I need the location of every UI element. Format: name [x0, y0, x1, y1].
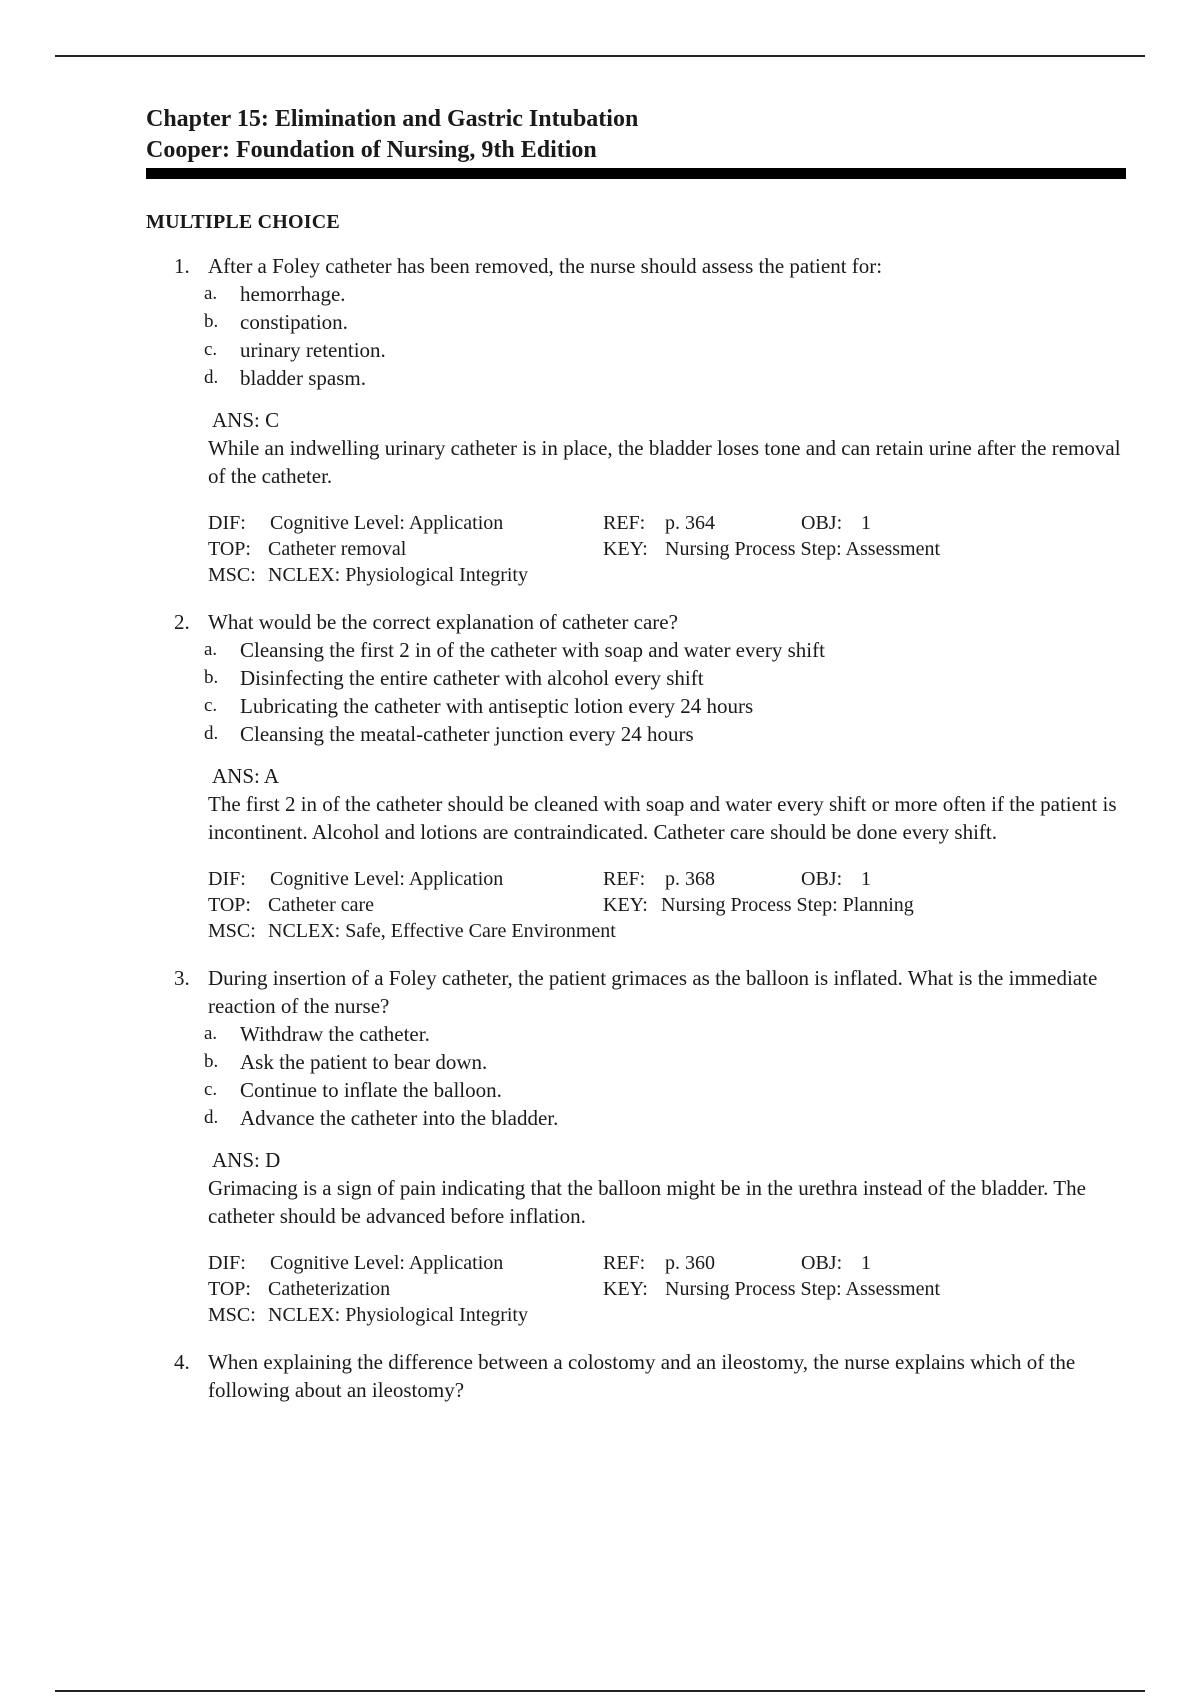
- option-text: Cleansing the first 2 in of the catheter with soap and water every shift: [240, 638, 825, 662]
- answer-key: ANS: A: [212, 764, 280, 788]
- option-letter: b.: [204, 1051, 219, 1072]
- msc-label: MSC:: [208, 564, 256, 586]
- top-value: Catheter removal: [268, 538, 407, 560]
- answer-block: [146, 406, 1126, 490]
- meta-top: [208, 1276, 390, 1302]
- dif-label: DIF:: [208, 512, 246, 534]
- top-value: Catheter care: [268, 894, 375, 916]
- option-text: constipation.: [240, 310, 348, 334]
- meta-key: [603, 892, 914, 918]
- answer-key: ANS: C: [212, 408, 280, 432]
- question-metadata: [146, 866, 1126, 944]
- meta-key: [603, 1276, 940, 1302]
- option-letter: d.: [204, 367, 219, 388]
- dif-label: DIF:: [208, 868, 246, 890]
- rationale-text: While an indwelling urinary catheter is in place, the bladder loses tone and can retain urine after the removal of the catheter.: [208, 436, 1121, 488]
- dif-value: Cognitive Level: Application: [270, 1252, 504, 1274]
- question-number: 4.: [174, 1350, 190, 1374]
- question-3: [146, 964, 1126, 1328]
- meta-row-3: [208, 1302, 1126, 1328]
- option-b: [146, 664, 1126, 692]
- question-metadata: [146, 510, 1126, 588]
- meta-top: [208, 536, 406, 562]
- question-text: What would be the correct explanation of catheter care?: [208, 610, 678, 634]
- option-letter: d.: [204, 723, 219, 744]
- answer-block: [146, 762, 1126, 846]
- option-b: [146, 308, 1126, 336]
- question-number: 1.: [174, 254, 190, 278]
- option-letter: a.: [204, 283, 218, 304]
- ref-value: p. 364: [665, 512, 715, 534]
- meta-row-1: [208, 1250, 1126, 1276]
- top-value: Catheterization: [268, 1278, 391, 1300]
- meta-row-3: [208, 562, 1126, 588]
- option-letter: a.: [204, 1023, 218, 1044]
- meta-top: [208, 892, 374, 918]
- meta-ref: [603, 510, 715, 536]
- meta-row-1: [208, 510, 1126, 536]
- option-b: [146, 1048, 1126, 1076]
- question-metadata: [146, 1250, 1126, 1328]
- top-label: TOP:: [208, 894, 251, 916]
- key-value: Nursing Process Step: Assessment: [665, 1278, 940, 1300]
- rationale-text: Grimacing is a sign of pain indicating that the balloon might be in the urethra instead of the bladder. The catheter should be advanced before inflation.: [208, 1176, 1086, 1228]
- dif-value: Cognitive Level: Application: [270, 868, 504, 890]
- section-heading: MULTIPLE CHOICE: [146, 211, 340, 233]
- msc-value: NCLEX: Safe, Effective Care Environment: [268, 920, 616, 942]
- msc-value: NCLEX: Physiological Integrity: [268, 564, 528, 586]
- question-text: When explaining the difference between a colostomy and an ileostomy, the nurse explains which of the following about an ileostomy?: [208, 1350, 1076, 1402]
- option-a: [146, 280, 1126, 308]
- meta-dif: [208, 866, 503, 892]
- option-a: [146, 1020, 1126, 1048]
- ref-label: REF:: [603, 868, 646, 890]
- option-list: [146, 1020, 1126, 1132]
- answer-block: [146, 1146, 1126, 1230]
- option-letter: b.: [204, 667, 219, 688]
- ref-label: REF:: [603, 1252, 646, 1274]
- option-d: [146, 720, 1126, 748]
- top-label: TOP:: [208, 1278, 251, 1300]
- msc-value: NCLEX: Physiological Integrity: [268, 1304, 528, 1326]
- obj-value: 1: [861, 512, 871, 534]
- ref-value: p. 360: [665, 1252, 715, 1274]
- obj-value: 1: [861, 868, 871, 890]
- option-letter: c.: [204, 339, 218, 360]
- bottom-rule: [55, 1690, 1145, 1692]
- option-letter: a.: [204, 639, 218, 660]
- msc-label: MSC:: [208, 1304, 256, 1326]
- option-c: [146, 1076, 1126, 1104]
- option-text: Cleansing the meatal-catheter junction every 24 hours: [240, 722, 694, 746]
- option-letter: d.: [204, 1107, 219, 1128]
- meta-key: [603, 536, 940, 562]
- question-4: [146, 1348, 1126, 1404]
- option-text: Withdraw the catheter.: [240, 1022, 430, 1046]
- ref-label: REF:: [603, 512, 646, 534]
- option-text: hemorrhage.: [240, 282, 346, 306]
- meta-row-2: [208, 892, 1126, 918]
- meta-obj: [801, 866, 871, 892]
- option-a: [146, 636, 1126, 664]
- option-c: [146, 692, 1126, 720]
- question-text: During insertion of a Foley catheter, the patient grimaces as the balloon is inflated. What is the immediate reaction of the nurse?: [208, 966, 1098, 1018]
- option-text: Ask the patient to bear down.: [240, 1050, 488, 1074]
- obj-label: OBJ:: [801, 1252, 843, 1274]
- document-page: [146, 104, 1126, 1424]
- question-number: 2.: [174, 610, 190, 634]
- question-1: [146, 252, 1126, 588]
- option-list: [146, 636, 1126, 748]
- book-title: Cooper: Foundation of Nursing, 9th Edition: [146, 137, 597, 163]
- question-stem: [146, 964, 1126, 1020]
- obj-value: 1: [861, 1252, 871, 1274]
- question-text: After a Foley catheter has been removed, the nurse should assess the patient for:: [208, 254, 883, 278]
- meta-dif: [208, 1250, 503, 1276]
- key-label: KEY:: [603, 1278, 648, 1300]
- meta-dif: [208, 510, 503, 536]
- top-label: TOP:: [208, 538, 251, 560]
- meta-ref: [603, 1250, 715, 1276]
- option-letter: b.: [204, 311, 219, 332]
- key-value: Nursing Process Step: Assessment: [665, 538, 940, 560]
- key-label: KEY:: [603, 538, 648, 560]
- option-text: urinary retention.: [240, 338, 386, 362]
- title-bar-divider: [146, 168, 1126, 179]
- top-rule: [55, 55, 1145, 57]
- dif-value: Cognitive Level: Application: [270, 512, 504, 534]
- dif-label: DIF:: [208, 1252, 246, 1274]
- meta-row-1: [208, 866, 1126, 892]
- question-stem: [146, 608, 1126, 636]
- option-text: Advance the catheter into the bladder.: [240, 1106, 559, 1130]
- meta-ref: [603, 866, 715, 892]
- option-text: bladder spasm.: [240, 366, 366, 390]
- answer-key: ANS: D: [212, 1148, 281, 1172]
- obj-label: OBJ:: [801, 512, 843, 534]
- meta-msc: [208, 562, 528, 588]
- meta-msc: [208, 1302, 528, 1328]
- question-number: 3.: [174, 966, 190, 990]
- question-2: [146, 608, 1126, 944]
- ref-value: p. 368: [665, 868, 715, 890]
- question-stem: [146, 252, 1126, 280]
- meta-row-2: [208, 1276, 1126, 1302]
- option-list: [146, 280, 1126, 392]
- key-value: Nursing Process Step: Planning: [661, 894, 914, 916]
- question-stem: [146, 1348, 1126, 1404]
- option-d: [146, 1104, 1126, 1132]
- option-d: [146, 364, 1126, 392]
- chapter-title: Chapter 15: Elimination and Gastric Intubation: [146, 106, 639, 132]
- rationale-text: The first 2 in of the catheter should be cleaned with soap and water every shift or more often if the patient is incontinent. Alcohol and lotions are contraindicated. Catheter care should be done every shift.: [208, 792, 1117, 844]
- option-text: Disinfecting the entire catheter with alcohol every shift: [240, 666, 704, 690]
- meta-msc: [208, 918, 616, 944]
- msc-label: MSC:: [208, 920, 256, 942]
- option-text: Continue to inflate the balloon.: [240, 1078, 502, 1102]
- option-letter: c.: [204, 695, 218, 716]
- meta-obj: [801, 510, 871, 536]
- obj-label: OBJ:: [801, 868, 843, 890]
- meta-row-2: [208, 536, 1126, 562]
- option-c: [146, 336, 1126, 364]
- option-text: Lubricating the catheter with antiseptic lotion every 24 hours: [240, 694, 754, 718]
- meta-row-3: [208, 918, 1126, 944]
- option-letter: c.: [204, 1079, 218, 1100]
- meta-obj: [801, 1250, 871, 1276]
- key-label: KEY:: [603, 894, 648, 916]
